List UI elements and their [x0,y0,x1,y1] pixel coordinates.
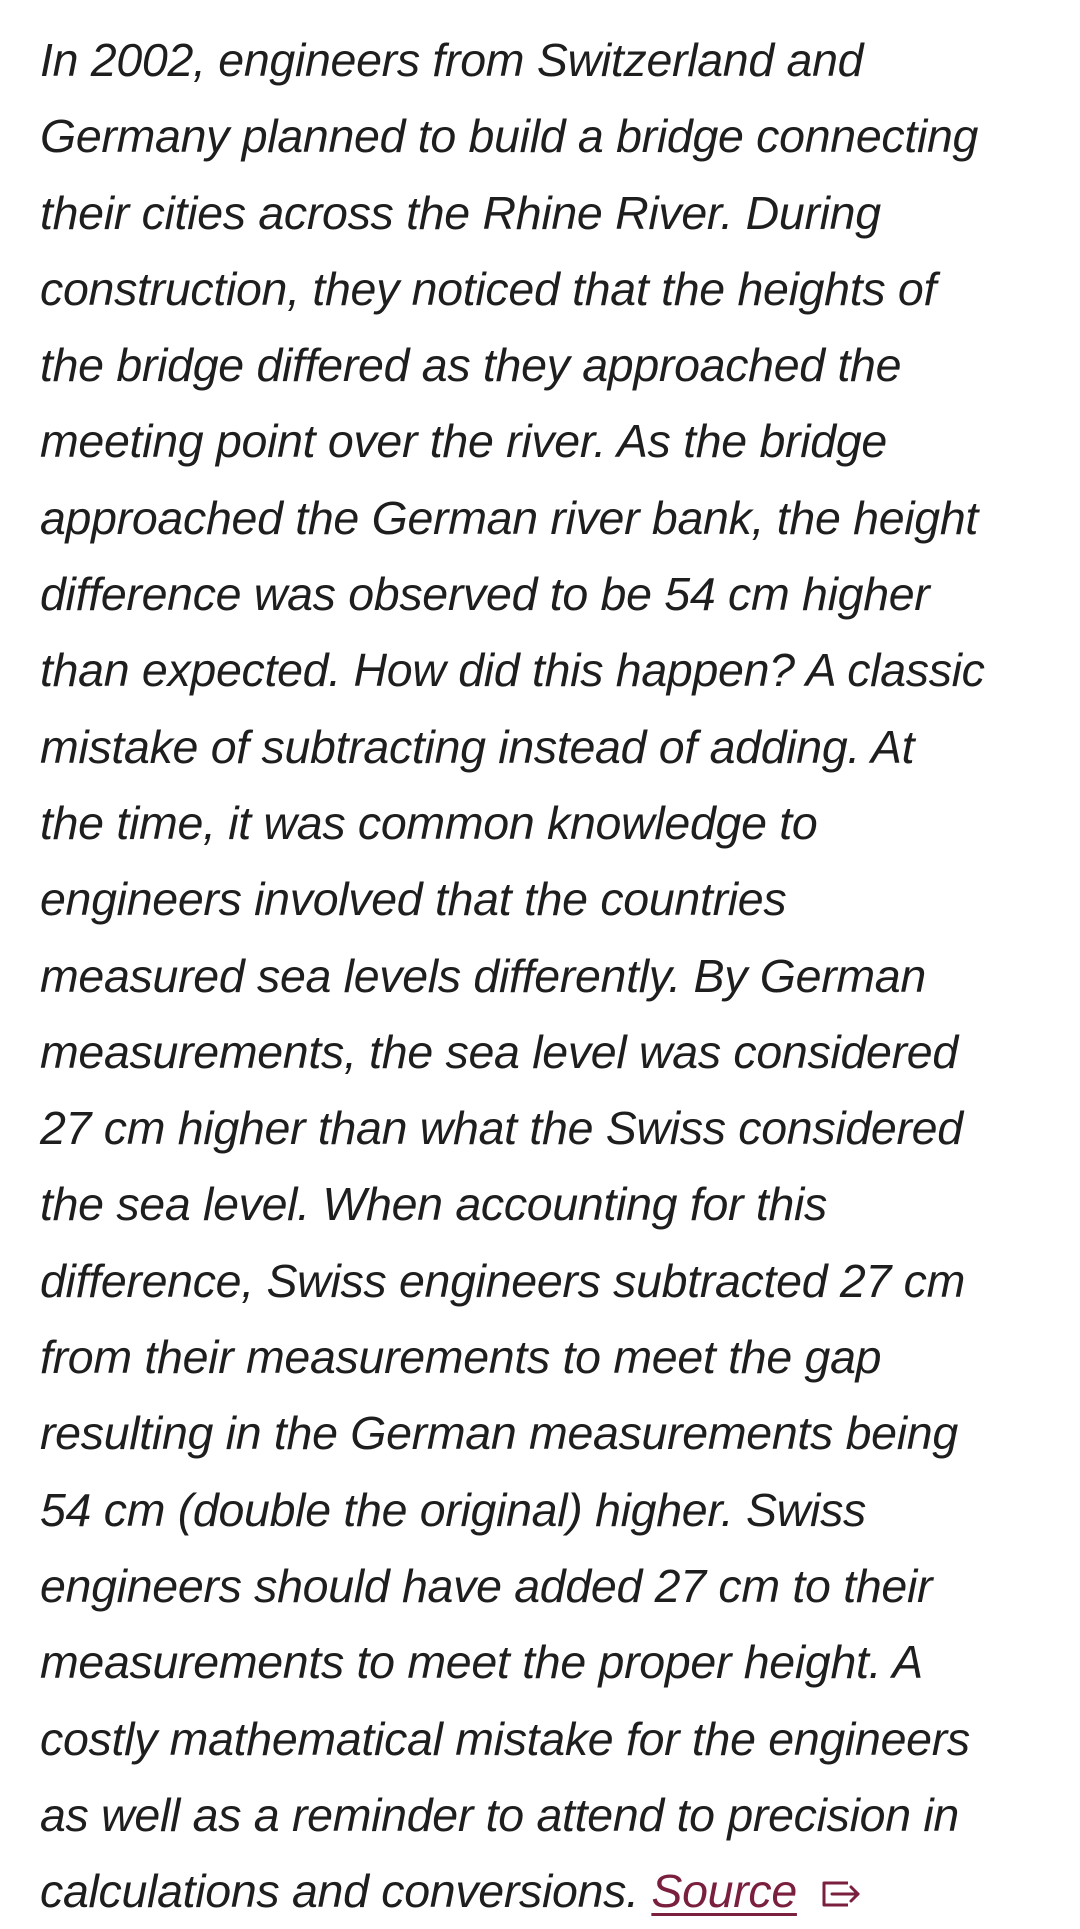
article-line-5: the bridge differed as they approached the [40,339,902,392]
article-line-18: from their measurements to meet the gap [40,1331,882,1384]
article-line-1: In 2002, engineers from Switzerland and [40,34,864,86]
article-line-24: as well as a reminder to attend to precision in [40,1788,959,1841]
article-line-3: their cities across the Rhine River. During [40,186,881,239]
article-line-11: the time, it was common knowledge to [40,796,818,849]
article-line-4: construction, they noticed that the heights of [40,262,937,315]
article-line-20: 54 cm (double the original) higher. Swiss [40,1483,866,1536]
article-line-19: resulting in the German measurements being [40,1407,958,1460]
article-line-17: difference, Swiss engineers subtracted 27 cm [40,1254,966,1307]
article-line-9: than expected. How did this happen? A classic [40,644,985,697]
article-line-14: measurements, the sea level was considered [40,1025,958,1078]
source-link[interactable]: Source [651,1865,797,1918]
article-line-23: costly mathematical mistake for the engineers [40,1712,970,1765]
article-line-21: engineers should have added 27 cm to their [40,1559,933,1612]
article-line-last [40,1853,1050,1929]
article-last-line-text: calculations and conversions. [40,1865,639,1918]
article-line-15: 27 cm higher than what the Swiss considered [40,1102,963,1155]
article-line-22: measurements to meet the proper height. A [40,1636,923,1689]
article-line-13: measured sea levels differently. By German [40,949,926,1002]
article-line-12: engineers involved that the countries [40,873,787,926]
article-line-16: the sea level. When accounting for this [40,1178,827,1231]
article-line-10: mistake of subtracting instead of adding. At [40,720,915,773]
article-line-2: Germany planned to build a bridge connecting [40,110,979,163]
article-paragraph [40,22,1050,1929]
article-line-8: difference was observed to be 54 cm higher [40,568,930,621]
article-line-7: approached the German river bank, the height [40,491,979,544]
external-link-icon[interactable] [818,1877,862,1911]
article-line-6: meeting point over the river. As the bridge [40,415,887,468]
